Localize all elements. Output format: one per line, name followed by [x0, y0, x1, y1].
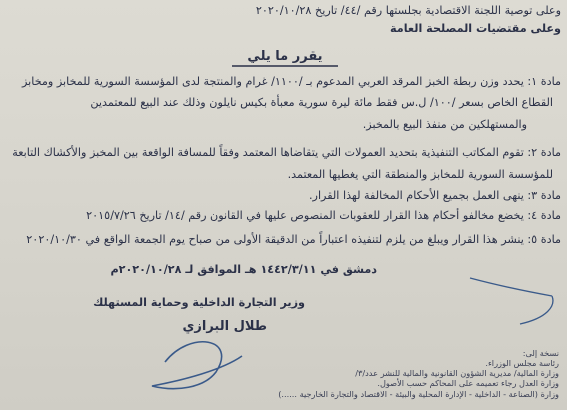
distribution-line-2: وزارة المالية/ مديرية الشؤون القانونية والمالية للنشر عدد/٣/	[355, 368, 559, 378]
article-1-line-2: القطاع الخاص بسعر /١٠٠/ ل.س فقط مائة ليرة سورية معبأة بكيس نايلون وذلك عند البيع للمعتمدين	[90, 96, 553, 109]
preamble-committee-line: وعلى توصية اللجنة الاقتصادية بجلستها رقم /٤٤/ تاريخ ٢٠٢٠/١٠/٢٨	[255, 4, 561, 17]
date-line: دمشق في ١٤٤٢/٣/١١ هـ الموافق لـ ٢٠٢٠/١٠/٢٨م	[110, 263, 377, 276]
article-5: مادة ٥: ينشر هذا القرار ويبلغ من يلزم لتنفيذه اعتباراً من الدقيقة الأولى من صباح يوم الجمعة الواقع في ٢٠٢٠/١٠/٣٠	[26, 233, 561, 246]
article-1-line-1: مادة ١: يحدد وزن ربطة الخبز المرقد العربي المدعوم بـ /١١٠٠/ غرام والمنتجة لدى المؤسسة السورية للمخابز ومخابز	[22, 75, 561, 88]
signatory-title: وزير التجارة الداخلية وحماية المستهلك	[93, 296, 305, 309]
distribution-line-4: وزارة (الصناعة - الداخلية - الإدارة المحلية والبيئة - الاقتصاد والتجارة الخارجية ......)	[278, 389, 559, 399]
preamble-public-interest-line: وعلى مقتضيات المصلحة العامة	[390, 22, 561, 35]
distribution-heading: نسخة إلى:	[522, 348, 559, 358]
distribution-line-1: رئاسة مجلس الوزراء.	[485, 358, 559, 368]
article-3: مادة ٣: ينهى العمل بجميع الأحكام المخالفة لهذا القرار.	[308, 189, 561, 202]
margin-initial-mark	[470, 278, 553, 324]
decision-title: يقرر ما يلي	[247, 49, 323, 64]
distribution-line-3: وزارة العدل رجاء تعميمه على المحاكم حسب الأصول.	[377, 378, 559, 388]
article-2-line-2: للمؤسسة السورية للمخابز والمنطقة التي يغطيها المعتمد.	[287, 168, 553, 181]
article-1-line-3: والمستهلكين من منفذ البيع بالمخبز.	[362, 118, 527, 131]
minister-signature	[152, 342, 242, 389]
article-2-line-1: مادة ٢: تقوم المكاتب التنفيذية بتحديد العمولات التي يتقاضاها المعتمد وفقاً للمسافة الواقعة بين المخبز والأكشاك التابعة	[12, 146, 561, 159]
article-4: مادة ٤: يخضع مخالفو أحكام هذا القرار للعقوبات المنصوص عليها في القانون رقم /١٤/ تاريخ ٢٠١٥/٧/٢٦	[86, 209, 561, 222]
signatory-name: طلال البرازي	[182, 319, 267, 334]
